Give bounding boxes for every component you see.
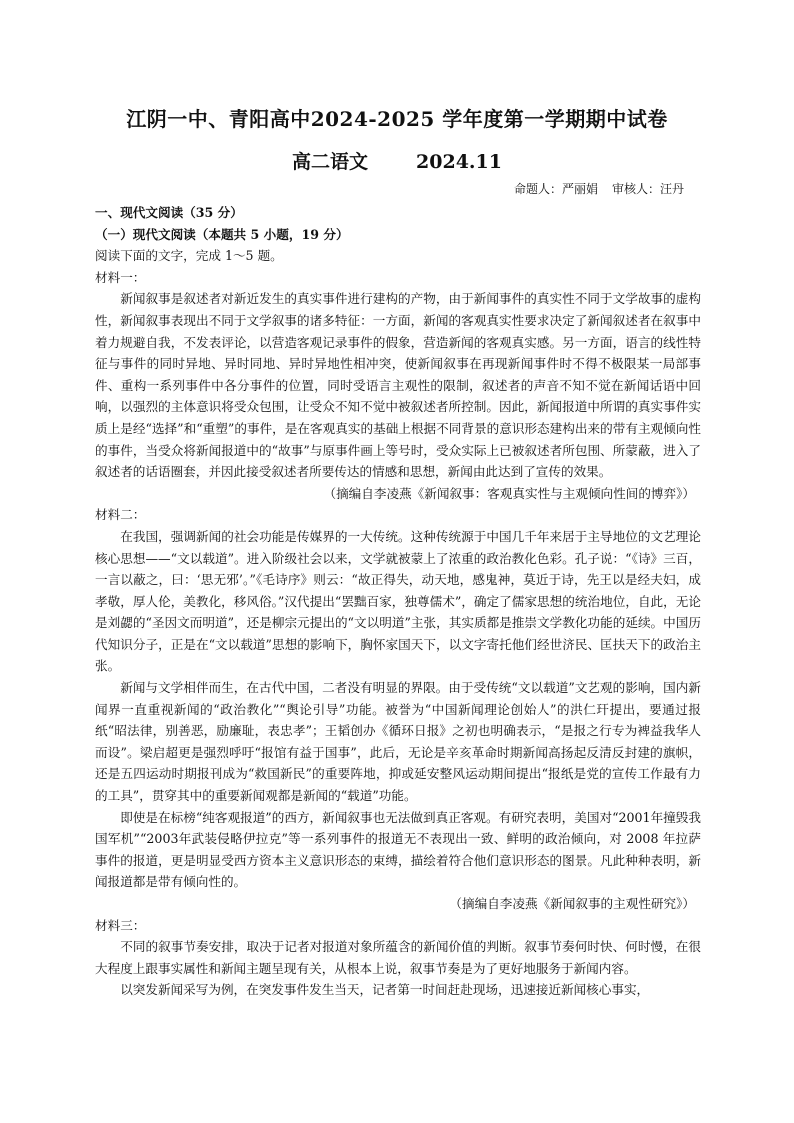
material-label: 材料三： <box>95 917 146 933</box>
subject-label: 高二语文 <box>292 151 369 173</box>
exam-subtitle <box>0 147 794 174</box>
reading-instruction: 阅读下面的文字，完成 1～5 题。 <box>95 248 283 264</box>
author-line <box>514 180 684 197</box>
material-paragraph: 即使是在标榜“纯客观报道”的西方，新闻叙事也无法做到真正客观。有研究表明，美国对“2001年撞毁我国军机”“2003年武装侵略伊拉克”等一系列事件的报道无不表现出一致、鲜明的政治倾向，对 2008 年拉萨事件的报道，更是明显受西方资本主义意识形态的束缚，描绘着符合他们意识形态的图景。凡此种种表明，新闻报道都是带有倾向性的。 <box>95 809 701 890</box>
material-paragraph: 在我国，强调新闻的社会功能是传媒界的一大传统。这种传统源于中国几千年来居于主导地位的文艺理论核心思想——“文以载道”。进入阶级社会以来，文学就被蒙上了浓重的政治教化色彩。孔子说：“《诗》三百，一言以蔽之，曰：‘思无邪’。”《毛诗序》则云：“故正得失，动天地，感鬼神，莫近于诗，先王以是经夫妇，成孝敬，厚人伦，美教化，移风俗。”汉代提出“罢黜百家，独尊儒术”，确定了儒家思想的统治地位，自此，无论是刘勰的“圣因文而明道”，还是柳宗元提出的“文以明道”主张，其实质都是推崇文学教化功能的延续。中国历代知识分子，正是在“文以载道”思想的影响下，胸怀家国天下，以文字寄托他们经世济民、匡扶天下的政治主张。 <box>95 528 701 674</box>
reviewer: 审核人：汪丹 <box>611 182 684 196</box>
material-label: 材料一： <box>95 269 146 285</box>
material-paragraph: 新闻与文学相伴而生，在古代中国，二者没有明显的界限。由于受传统“文以载道”文艺观的影响，国内新闻界一直重视新闻的“政治教化”“舆论引导”功能。被誉为“中国新闻理论创始人”的洪仁玕提出，要通过报纸“昭法律，别善恶，励廉耻，表忠孝”；王韬创办《循环日报》之初也明确表示，“是报之行专为裨益我华人而设”。梁启超更是强烈呼吁“报馆有益于国事”，此后，无论是辛亥革命时期新闻高扬起反清反封建的旗帜，还是五四运动时期报刊成为“救国新民”的重要阵地，抑或延安整风运动期间提出“报纸是党的宣传工作最有力的工具”，贯穿其中的重要新闻观都是新闻的“载道”功能。 <box>95 680 701 804</box>
material-source: （摘编自李凌燕《新闻叙事的主观性研究》） <box>449 896 695 911</box>
section-heading: 一、现代文阅读（35 分） <box>95 205 243 220</box>
setter: 命题人：严丽娟 <box>513 182 598 196</box>
exam-date: 2024.11 <box>416 151 502 173</box>
material-label: 材料二： <box>95 507 146 523</box>
material-paragraph: 以突发新闻采写为例，在突发事件发生当天，记者第一时间赶赴现场，迅速接近新闻核心事实， <box>120 982 650 998</box>
material-paragraph: 不同的叙事节奏安排，取决于记者对报道对象所蕴含的新闻价值的判断。叙事节奏何时快、何时慢，在很大程度上跟事实属性和新闻主题呈现有关，从根本上说，叙事节奏是为了更好地服务于新闻内容。 <box>95 939 701 976</box>
exam-title: 江阴一中、青阳高中2024-2025 学年度第一学期期中试卷 <box>126 107 668 131</box>
material-source: （摘编自李凌燕《新闻叙事：客观真实性与主观倾向性间的博弈》） <box>323 485 695 501</box>
section-subheading: （一）现代文阅读（本题共 5 小题，19 分） <box>95 226 349 242</box>
exam-content <box>95 202 701 1001</box>
material-paragraph: 新闻叙事是叙述者对新近发生的真实事件进行建构的产物，由于新闻事件的真实性不同于文学故事的虚构性，新闻叙事表现出不同于文学叙事的诸多特征：一方面，新闻的客观真实性要求决定了新闻叙述者在叙事中着力规避自我，不发表评论，以营造客观记录事件的假象，营造新闻的客观真实感。另一方面，语言的线性特征与事件的同时异地、异时同地、异时异地性相冲突，使新闻叙事在再现新闻事件时不得不极限某一局部事件、重构一系列事件中各分事件的位置，同时受语言主观性的限制，叙述者的声音不知不觉在新闻话语中回响，以强烈的主体意识将受众包围，让受众不知不觉中被叙述者所控制。因此，新闻报道中所谓的真实事件实质上是经“选择”和“重塑”的事件，是在客观真实的基础上根据不同背景的意识形态建构出来的带有主观倾向性的事件，当受众将新闻报道中的“故事”与原事件画上等号时，受众实际上已被叙述者所包围、所蒙蔽，进入了叙述者的话语圈套，并因此接受叙述者所要传达的情感和思想，新闻由此达到了宣传的效果。 <box>95 291 701 480</box>
